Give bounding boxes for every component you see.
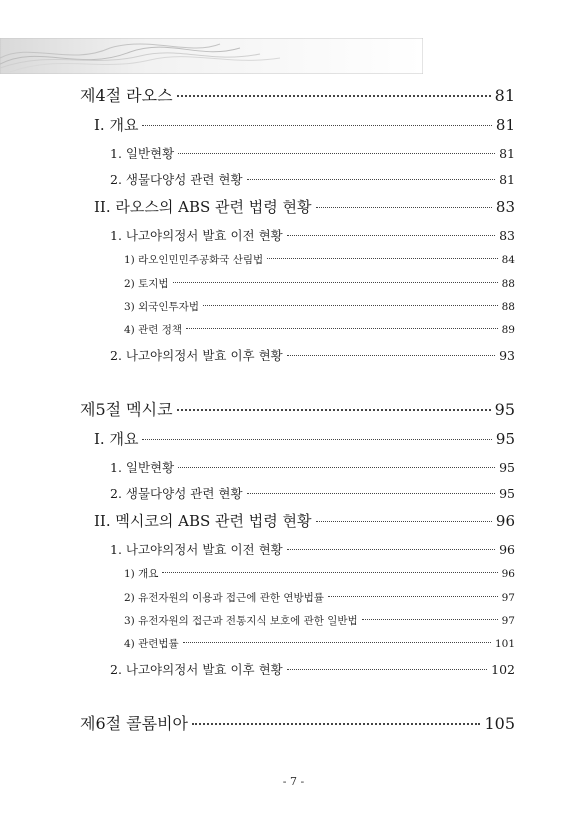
toc-chapter-4-title: 제4절 라오스 [80,86,173,105]
toc-item-title: 2. 나고야의정서 발효 이후 현황 [110,662,283,677]
toc-subitem-title: 1) 라오인민민주공화국 산림법 [124,254,264,266]
toc-item[interactable] [110,458,515,476]
toc-subitem-page: 88 [501,278,515,290]
dot-leader [186,328,498,329]
dot-leader [177,409,491,411]
toc-subitem[interactable] [124,636,515,651]
toc-item-title: 1. 일반현황 [110,146,175,161]
toc-subitem-title: 4) 관련 정책 [124,324,183,336]
dot-leader [316,207,492,208]
toc-section-page: 81 [495,116,515,134]
dot-leader [287,669,487,670]
toc-subitem-page: 84 [501,254,515,266]
toc-subitem[interactable] [124,276,515,291]
toc-item-page: 96 [499,542,515,557]
toc-section-4-1[interactable] [94,114,515,135]
toc-item-page: 81 [499,172,515,187]
toc-section-title: I. 개요 [94,430,139,448]
toc-section-title: I. 개요 [94,116,139,134]
toc-subitem-page: 89 [501,324,515,336]
toc-chapter-5-title: 제5절 멕시코 [80,400,173,419]
toc-item[interactable] [110,226,515,244]
toc-subitem[interactable] [124,252,515,267]
dot-leader [192,723,480,725]
dot-leader [142,439,491,440]
toc-subitem[interactable] [124,322,515,337]
toc-subitem-page: 97 [501,615,515,627]
dot-leader [247,179,496,180]
toc-chapter-5-page: 95 [494,400,515,419]
dot-leader [203,305,498,306]
toc-item[interactable] [110,540,515,558]
toc-item-title: 1. 일반현황 [110,460,175,475]
dot-leader [287,549,495,550]
toc-chapter-6[interactable] [80,711,515,734]
toc-subitem-title: 3) 외국인투자법 [124,301,199,313]
toc-section-page: 96 [495,512,515,530]
toc-chapter-6-title: 제6절 콜롬비아 [80,714,189,733]
toc-subitem[interactable] [124,613,515,628]
toc-item[interactable] [110,144,515,162]
toc-item-page: 102 [491,662,515,677]
toc-subitem-title: 3) 유전자원의 접근과 전통지식 보호에 관한 일반법 [124,615,358,627]
dot-leader [316,521,492,522]
toc-subitem[interactable] [124,590,515,605]
dot-leader [362,619,498,620]
toc-item-page: 81 [499,146,515,161]
dot-leader [178,467,495,468]
toc-subitem-title: 4) 관련법률 [124,638,179,650]
toc-item-page: 93 [499,348,515,363]
dot-leader [177,95,491,97]
toc-section-5-2[interactable] [94,510,515,531]
toc-subitem-page: 88 [501,301,515,313]
toc-section-4-2[interactable] [94,196,515,217]
header-decorative-band [0,38,423,74]
toc-item-title: 2. 나고야의정서 발효 이후 현황 [110,348,283,363]
toc-item-page: 83 [499,228,515,243]
dot-leader [328,596,498,597]
toc-subitem[interactable] [124,566,515,581]
toc-item-title: 2. 생물다양성 관련 현황 [110,172,243,187]
toc-subitem-page: 97 [501,592,515,604]
toc-item[interactable] [110,170,515,188]
toc-subitem-page: 101 [494,638,515,650]
toc-chapter-4[interactable] [80,83,515,106]
toc-subitem-page: 96 [501,568,515,580]
toc-item-title: 2. 생물다양성 관련 현황 [110,486,243,501]
dot-leader [173,282,498,283]
dot-leader [178,153,495,154]
toc-chapter-4-page: 81 [494,86,515,105]
dot-leader [162,572,497,573]
dot-leader [142,125,491,126]
toc-section-page: 83 [495,198,515,216]
page-number: - 7 - [282,775,305,788]
dot-leader [287,355,495,356]
toc-item[interactable] [110,484,515,502]
toc-chapter-5[interactable] [80,397,515,420]
dot-leader [183,642,491,643]
dot-leader [287,235,495,236]
toc-item-title: 1. 나고야의정서 발효 이전 현황 [110,228,283,243]
toc-item-page: 95 [499,460,515,475]
toc-section-5-1[interactable] [94,428,515,449]
toc-section-title: II. 라오스의 ABS 관련 법령 현황 [94,198,312,216]
toc-item-page: 95 [499,486,515,501]
toc-subitem-title: 2) 유전자원의 이용과 접근에 관한 연방법률 [124,592,324,604]
toc-subitem-title: 2) 토지법 [124,278,169,290]
toc-item[interactable] [110,660,515,678]
toc-section-title: II. 멕시코의 ABS 관련 법령 현황 [94,512,312,530]
toc-subitem[interactable] [124,299,515,314]
dot-leader [247,493,496,494]
toc-subitem-title: 1) 개요 [124,568,159,580]
toc-item[interactable] [110,346,515,364]
dot-leader [267,258,497,259]
toc-chapter-6-page: 105 [484,714,515,733]
toc-section-page: 95 [495,430,515,448]
toc-item-title: 1. 나고야의정서 발효 이전 현황 [110,542,283,557]
